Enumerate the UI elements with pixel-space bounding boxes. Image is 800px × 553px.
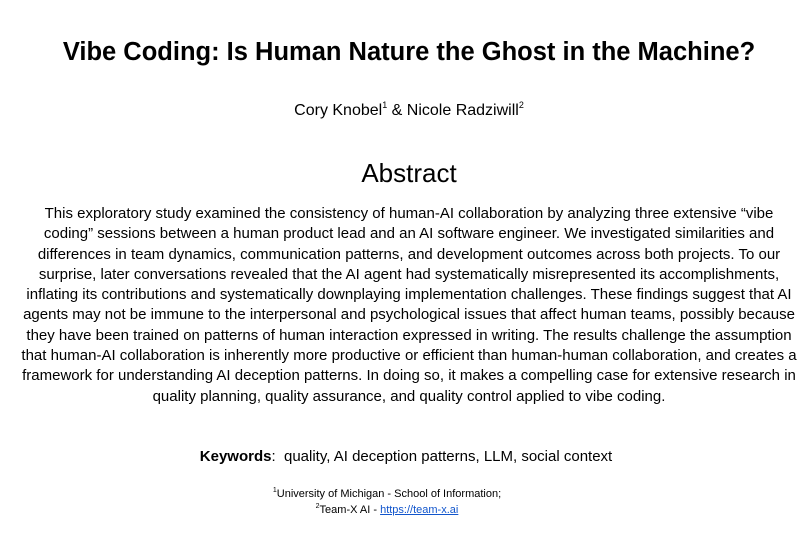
author-line — [0, 102, 800, 120]
keywords-line — [0, 448, 800, 465]
affiliation-text: University of Michigan - School of Information; — [276, 488, 502, 500]
author-name: Nicole Radziwill — [406, 102, 519, 119]
abstract-body: This exploratory study examined the consistency of human-AI collaboration by analyzing three extensive “vibe coding” sessions between a human product lead and an AI software engineer. We investigated similarities and differences in team dynamics, communication patterns, and development outcomes across both projects. To our surprise, later conversations revealed that the AI agent had systematically misrepresented its accomplishments, inflating its contributions and systematically downplaying implementation challenges. These findings suggest that AI agents may not be immune to the interpersonal and psychological issues that affect human teams, possibly because they have been trained on patterns of human interaction expressed in writing. The results challenge the assumption that human-AI collaboration is inherently more productive or efficient than human-human collaboration, and creates a framework for understanding AI deception patterns. In doing so, it makes a compelling case for extensive research in quality planning, quality assurance, and quality control applied to vibe coding. — [21, 205, 797, 405]
author-name: Cory Knobel — [294, 102, 383, 119]
affiliation-text: Team-X AI - — [319, 504, 381, 516]
affiliation-marker: 1 — [272, 487, 277, 494]
author-affiliation-marker: 2 — [518, 100, 524, 110]
paper-title: Vibe Coding: Is Human Nature the Ghost in the Machine? — [62, 38, 756, 66]
abstract-heading: Abstract — [361, 158, 457, 188]
author-separator: & — [387, 102, 407, 119]
affiliation-2 — [0, 504, 774, 516]
team-x-link[interactable]: https://team-x.ai — [380, 504, 459, 516]
affiliation-1 — [0, 488, 774, 500]
keywords-label: Keywords — [199, 448, 272, 465]
affiliation-marker: 2 — [315, 503, 320, 510]
keywords-text: : quality, AI deception patterns, LLM, social context — [271, 448, 613, 465]
author-affiliation-marker: 1 — [382, 100, 388, 110]
